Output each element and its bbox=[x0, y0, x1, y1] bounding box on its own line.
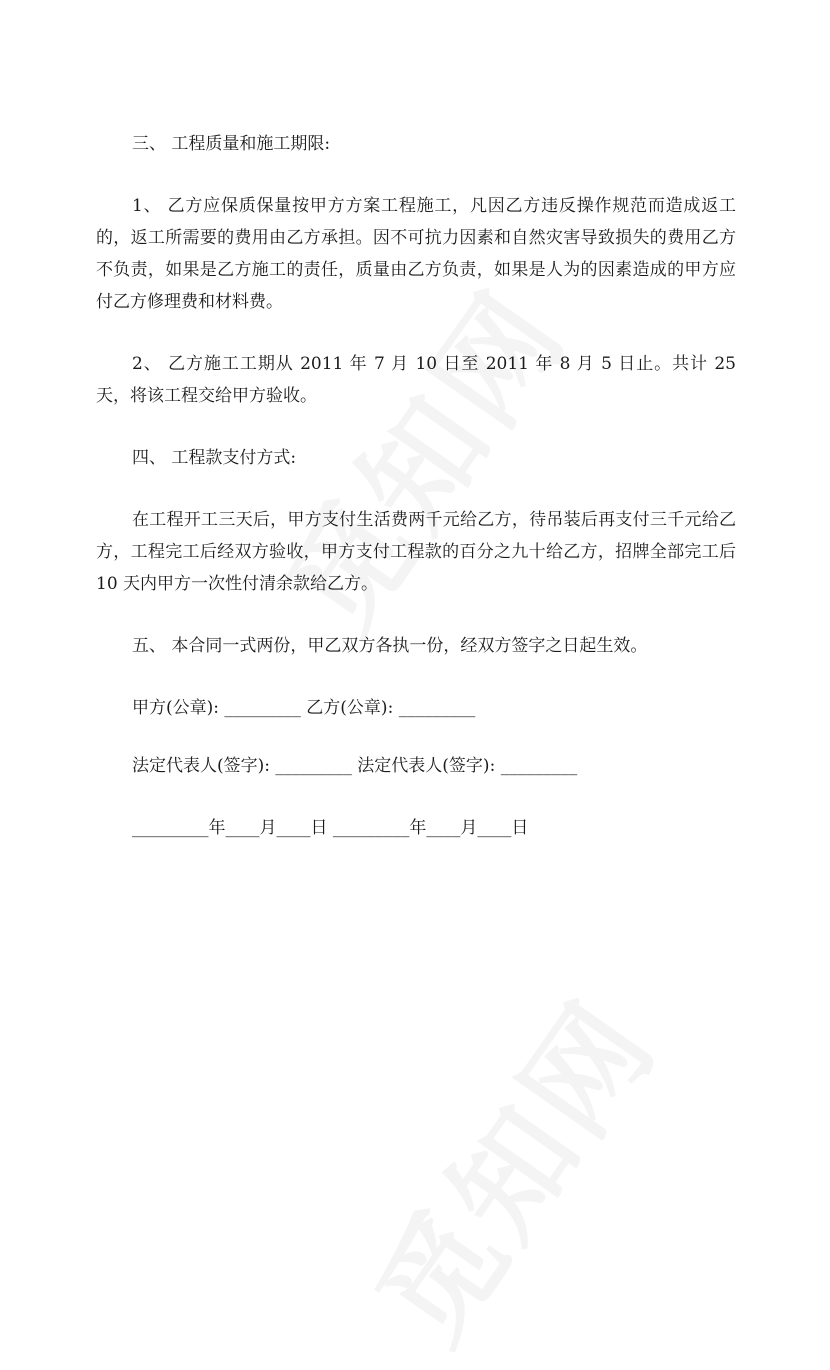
watermark-bottom bbox=[330, 962, 688, 1370]
representative-signature-line: 法定代表人(签字): _________ 法定代表人(签字): _________ bbox=[132, 756, 578, 776]
clause-1: 1、 乙方应保质保量按甲方方案工程施工，凡因乙方违反操作规范而造成返工的，返工所需要的费用由乙方承担。因不可抗力因素和自然灾害导致损失的费用乙方不负责，如果是乙方施工的责任，质量由乙方负责，如果是人为的因素造成的甲方应付乙方修理费和材料费。 bbox=[96, 196, 736, 312]
section-4-heading: 四、 工程款支付方式: bbox=[132, 448, 297, 468]
seal-line: 甲方(公章): _________ 乙方(公章): _________ bbox=[132, 698, 476, 718]
payment-terms: 在工程开工三天后，甲方支付生活费两千元给乙方，待吊装后再支付三千元给乙方，工程完工后经双方验收，甲方支付工程款的百分之九十给乙方，招牌全部完工后 10 天内甲方一次性付清余款给乙方。 bbox=[96, 510, 736, 594]
date-line: _________年____月____日 _________年____月____日 bbox=[132, 818, 529, 838]
contract-body bbox=[96, 128, 736, 844]
section-3-heading: 三、 工程质量和施工期限: bbox=[132, 134, 331, 154]
section-5-clause: 五、 本合同一式两份，甲乙双方各执一份，经双方签字之日起生效。 bbox=[132, 636, 648, 656]
clause-2: 2、 乙方施工工期从 2011 年 7 月 10 日至 2011 年 8 月 5 日止。共计 25 天，将该工程交给甲方验收。 bbox=[96, 354, 736, 406]
